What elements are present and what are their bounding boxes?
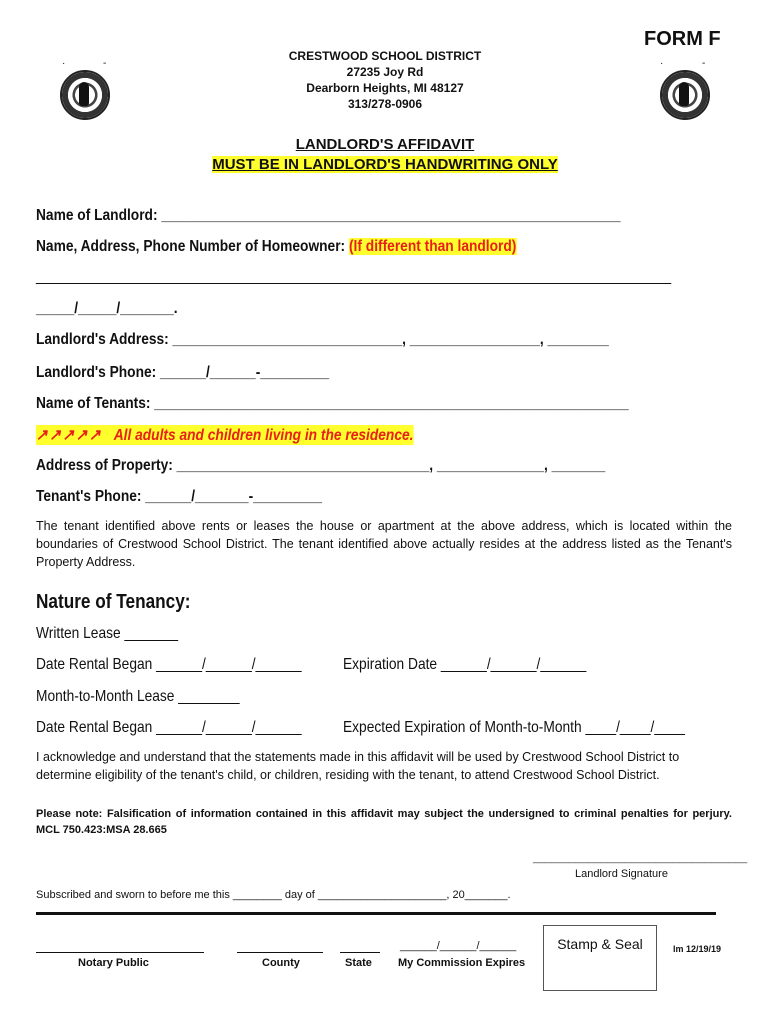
form-id: FORM F <box>644 28 721 50</box>
tenant-phone-field[interactable]: Tenant's Phone: ______/_______-_________ <box>36 488 323 505</box>
seal-dash-left2: - <box>103 58 107 69</box>
seal-dash-left: · <box>62 58 66 69</box>
landlord-address-field[interactable]: Landlord's Address: ______________________________, _________________, ________ <box>36 331 609 348</box>
district-street: 27235 Joy Rd <box>346 65 424 79</box>
state-blank[interactable] <box>340 942 380 953</box>
district-city: Dearborn Heights, MI 48127 <box>306 81 464 95</box>
commission-blank[interactable]: ______/______/______ <box>400 940 517 952</box>
homeowner-label: Name, Address, Phone Number of Homeowner: <box>36 238 349 255</box>
divider-rule <box>36 912 716 915</box>
statement-paragraph: The tenant identified above rents or leases the house or apartment at the above address, which is located within the boundaries of Crestwood School District. The tenant identified above actually resides at the address listed as the Tenant's Property Address. <box>36 519 732 569</box>
homeowner-note: (If different than landlord) <box>348 238 517 255</box>
property-address-field[interactable]: Address of Property: _________________________________, ______________, _______ <box>36 457 606 474</box>
page-subtitle: MUST BE IN LANDLORD'S HANDWRITING ONLY <box>212 156 558 173</box>
sworn-line[interactable]: Subscribed and sworn to before me this ________ day of _____________________, 20_______. <box>36 889 511 901</box>
stamp-seal-label: Stamp & Seal <box>557 936 643 952</box>
stamp-seal-box[interactable] <box>543 925 657 991</box>
homeowner-field[interactable] <box>36 238 516 256</box>
state-label: State <box>345 957 372 969</box>
tenancy-heading: Nature of Tenancy: <box>36 591 191 613</box>
landlord-phone-field[interactable]: Landlord's Phone: ______/______-_________ <box>36 364 330 381</box>
seal-dash-right2: - <box>702 58 706 69</box>
page-title: LANDLORD'S AFFIDAVIT <box>295 136 475 153</box>
tenants-note-text: All adults and children living in the residence. <box>113 427 414 444</box>
expiration-date-field[interactable]: Expiration Date ______/______/______ <box>343 656 587 673</box>
revision-label: lm 12/19/19 <box>673 944 722 954</box>
signature-label: Landlord Signature <box>575 868 668 880</box>
commission-label: My Commission Expires <box>398 957 526 969</box>
date-line[interactable]: _____/_____/_______. <box>36 300 178 317</box>
perjury-note: Please note: Falsification of information contained in this affidavit may subject the undersigned to criminal penalties for perjury. MCL 750.423:MSA 28.665 <box>36 808 732 836</box>
expected-expiration-field[interactable]: Expected Expiration of Month-to-Month ____/____/____ <box>343 719 685 736</box>
district-header <box>250 48 520 112</box>
seal-dash-right: · <box>660 58 664 69</box>
signature-line[interactable]: ___________________________________ <box>533 852 748 864</box>
acknowledgment-paragraph: I acknowledge and understand that the statements made in this affidavit will be used by Crestwood School District to determine eligibility of the tenant's child, or children, residing with the tenant, to attend Crestwood School District. <box>36 750 680 782</box>
notary-blank[interactable] <box>36 942 204 953</box>
landlord-name-field[interactable]: Name of Landlord: ____________________________________________________________ <box>36 207 621 224</box>
tenants-note <box>36 425 413 445</box>
homeowner-line[interactable]: ___________________________________________________________________________________ <box>36 268 672 285</box>
district-seal-left <box>60 70 110 120</box>
title-block <box>0 135 770 175</box>
district-seal-right <box>660 70 710 120</box>
notary-public-label: Notary Public <box>78 957 149 969</box>
month-to-month-field[interactable]: Month-to-Month Lease ________ <box>36 688 240 705</box>
district-name: CRESTWOOD SCHOOL DISTRICT <box>288 49 482 63</box>
arrow-icons: ↗↗↗↗↗ <box>36 427 103 444</box>
county-blank[interactable] <box>237 942 323 953</box>
date-rental-began-1[interactable]: Date Rental Began ______/______/______ <box>36 656 302 673</box>
district-phone: 313/278-0906 <box>347 97 423 111</box>
date-rental-began-2[interactable]: Date Rental Began ______/______/______ <box>36 719 302 736</box>
written-lease-field[interactable]: Written Lease _______ <box>36 625 179 642</box>
tenants-name-field[interactable]: Name of Tenants: ______________________________________________________________ <box>36 395 629 412</box>
county-label: County <box>262 957 300 969</box>
